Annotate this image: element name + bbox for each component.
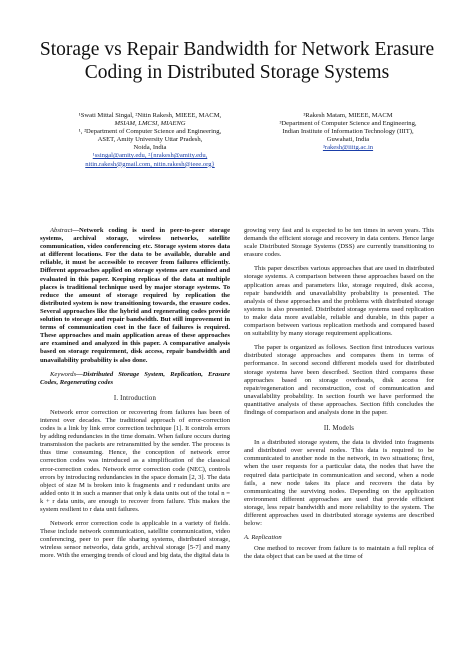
intro-paragraph-1: Network error correction or recovering from failures has been of interest over decades. The traditional approach of error-correction codes is a link by link error correction technique [1]. It controls errors by adding redundancies in the time domain. When failure occurs during transmission the packets are retransmitted by the sender. The process is thus time consuming. Hence, the conception of network error correction codes was introduced as a simplification of the classical error-correction codes. Network error correction code (NEC), controls errors by introducing redundancies in the space domain [2, 3]. The data object of size M is broken into k fragments and r redundant units are added onto it in such a manner that only k data units out of the total n = k + r data units, are enough to recover from failure. This makes the system resilient to r data unit failures. <box>40 408 230 513</box>
models-paragraph-1: In a distributed storage system, the data is divided into fragments and distributed over several nodes. This data is required to be communicated to another node in the network, in two situations; first, when the user requests for a particular data, the nodes that have the required data participate in communication and second, when a node fails, a new node takes its place and recovers the data by communicating the surviving nodes. Depending on the application environment different approaches are used that provide efficient storage, less repair bandwidth and more reliability to the system. The different approaches used in distributed storage systems are described below: <box>244 439 434 528</box>
abstract-text: —Network coding is used in peer-to-peer storage systems, archival storage, wireless networks, satellite communication, video conferencing etc. Storage system stores data at different locations. For the data to be available, durable and reliable, it must be accessible to recover from failures efficiently. Different approaches applied on storage systems are examined and evaluated in this paper. Keeping replicas of the data at multiple places is traditional technique used by major storage systems. To reduce the amount of storage required by replication the distributed system is now transitioning towards, the erasure codes. Several approaches like the hybrid and regenerating codes provide solution to storage and repair bandwidth. But still improvement in terms of communication cost in the face of failures is required. These approaches and main application areas of these approaches are examined and analyzed in this paper. A comparative analysis based on storage requirement, disk access, repair bandwidth and unavailability probability is also done. <box>40 227 230 364</box>
author-names: ¹Swati Mittal Singal, ²Nitin Rakesh, MIEEE, MACM, <box>78 112 222 119</box>
abstract-lead: Abstract <box>50 227 73 234</box>
author-department: ¹, ²Department of Computer Science and Engineering, <box>78 128 222 136</box>
intro-paragraph-3: This paper describes various approaches that are used in distributed storage systems. A comparison between these approaches based on the application areas and parameters like, storage required, disk access, repair bandwidth and unavailability probability is presented. The analysis of these approaches and the problems with distributed storage systems is also presented. Distributed storage systems used replication to make data more available, reliable and durable, in this paper a comparison between various replication methods and compared based on suitability by many storage requirement applications. <box>244 265 434 338</box>
left-column <box>40 227 230 567</box>
author-name-3: ³Rakesh Matam, MIEEE, MACM <box>303 112 393 119</box>
right-column <box>244 227 434 567</box>
intro-paragraph-2: Network error correction code is applicable in a variety of fields. These include network communication, satellite communication, video conferencing, peer to peer file sharing systems, distributed storage, wireless sensor networks, data grids, archival storage [5-7] and many more. With the emerging trends of cloud and big data, the digital data is <box>40 520 230 560</box>
author-email-3[interactable]: ³rakesh@iiitg.ac.in <box>322 144 374 152</box>
author-university: ASET, Amity University Uttar Pradesh, <box>97 136 203 144</box>
section-heading-introduction: I. Introduction <box>113 394 157 402</box>
paper-title <box>0 38 474 84</box>
intro-paragraph-continued: growing very fast and is expected to be ten times in seven years. This demands the efficient storage and recovery in data centers. Hence large scale Distributed Storage Systems (DSS) are currently transitioning to erasure codes. <box>244 227 434 259</box>
author-emails-line-1[interactable]: ¹ssingal@amity.edu, ²{nrakesh@amity.edu, <box>92 152 208 160</box>
title-line-1: Storage vs Repair Bandwidth for Network Erasure <box>39 39 435 60</box>
right-author-block <box>262 112 434 152</box>
author-emails-line-2[interactable]: nitin.rakesh@gmail.com, nitin.rakesh@ieee.org} <box>85 160 215 168</box>
intro-paragraph-4: The paper is organized as follows. Section first introduces various distributed storage approaches and compares them in terms of performance. In second second different models used for distributed storage systems have been described. Section third compares these approaches based on storage overheads, disk access for repair/regeneration and reconstruction, cost of communication and unavailability probability. In section fourth we have performed the quantitative analysis of these approaches. Section fifth concludes the findings of comparison and analysis done in the paper. <box>244 344 434 416</box>
title-line-2: Coding in Distributed Storage Systems <box>84 62 390 83</box>
author-memberships: MSIAM, LMCSI, MIAENG <box>114 120 186 128</box>
abstract <box>40 227 230 365</box>
replication-paragraph-1: One method to recover from failure is to maintain a full replica of the data object that can be used at the time of <box>244 545 434 561</box>
left-author-block <box>40 112 260 169</box>
subsection-heading-replication: A. Replication <box>244 534 282 542</box>
keywords <box>40 371 230 387</box>
author-department-3: ³Department of Computer Science and Engineering, <box>279 120 417 128</box>
author-location: Noida, India <box>133 144 167 152</box>
keywords-text: —Distributed Storage System, Replication, Erasure Codes, Regenerating codes <box>40 370 230 386</box>
section-heading-models: II. Models <box>323 425 355 433</box>
author-institute-3: Indian Institute of Information Technology (IIIT), <box>282 128 414 136</box>
author-location-3: Guwahati, India <box>326 136 370 144</box>
keywords-lead: Keywords <box>50 370 77 378</box>
